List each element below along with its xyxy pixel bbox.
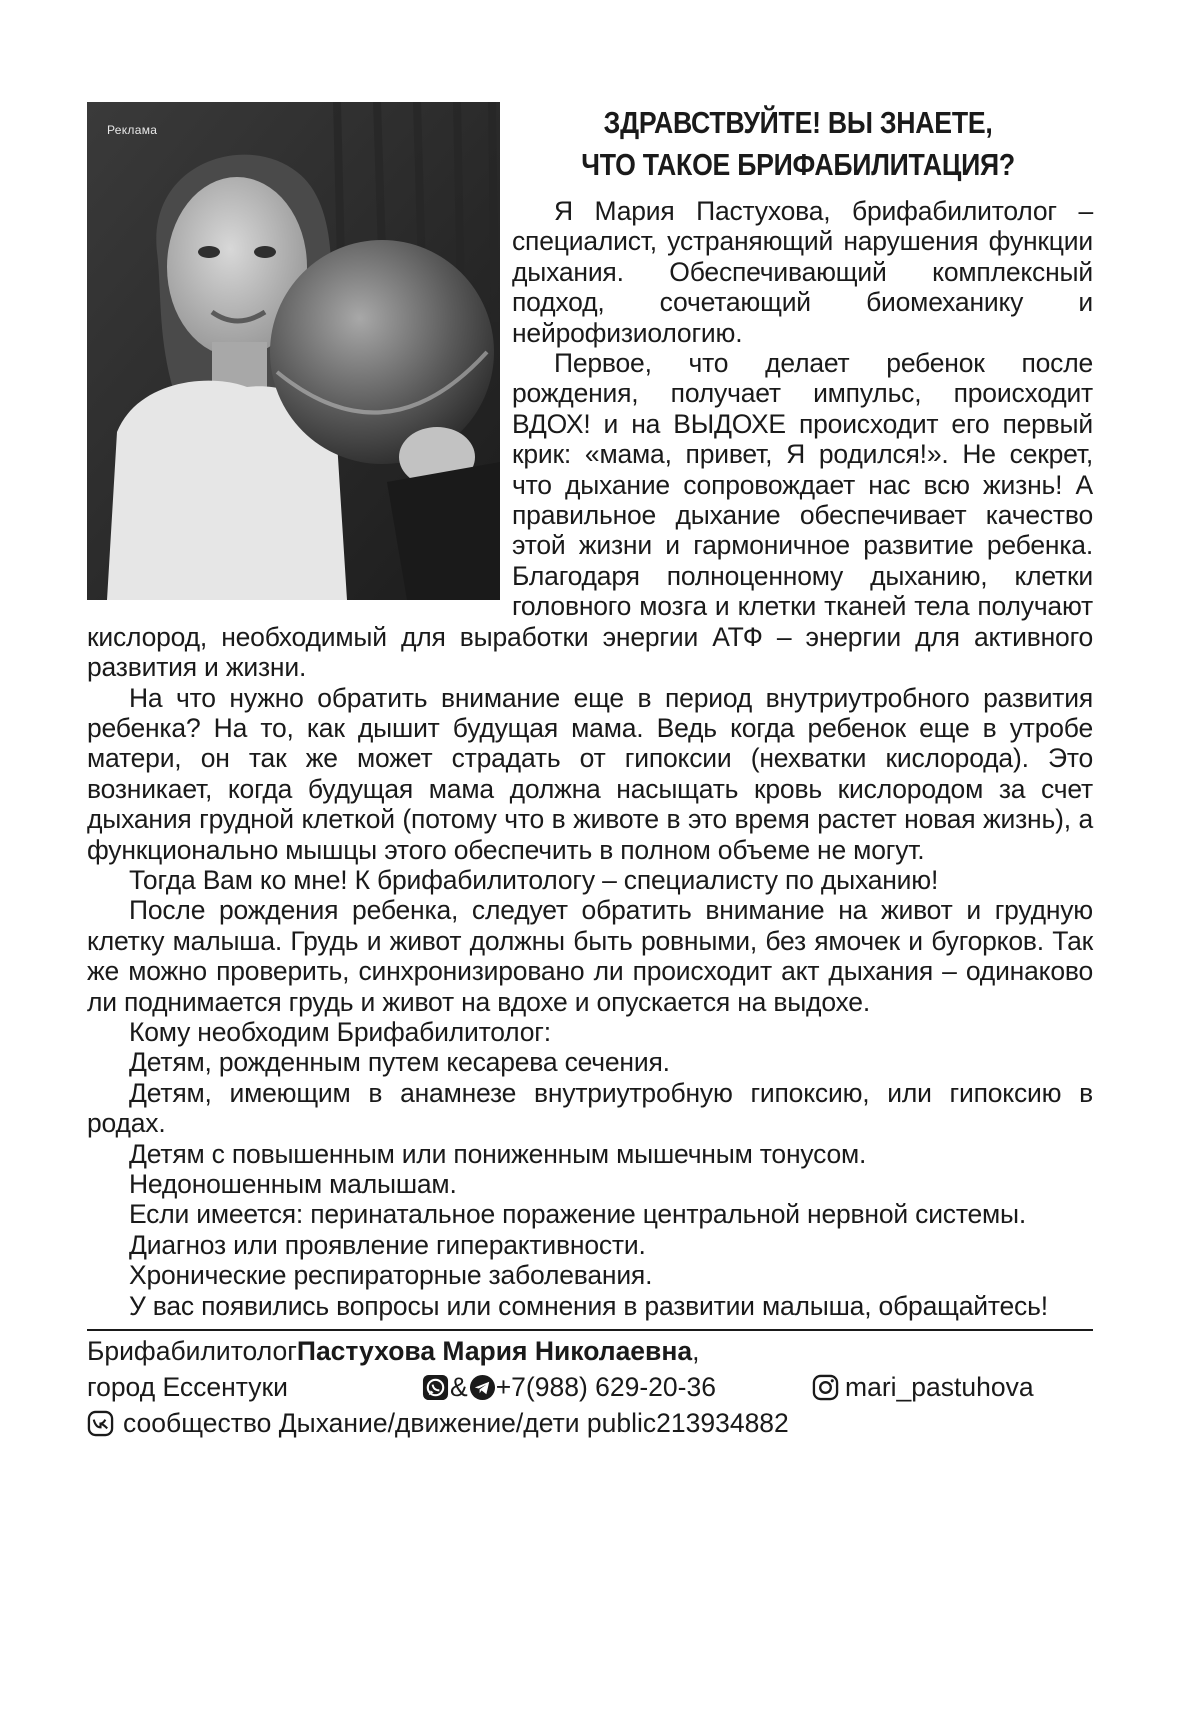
list-heading: Кому необходим Брифабилитолог: — [129, 1016, 551, 1047]
specialist-comma: , — [692, 1336, 700, 1367]
list-item: Хронические респираторные заболевания. — [129, 1260, 653, 1291]
list-item: Если имеется: перинатальное поражение центральной нервной системы. — [129, 1199, 1027, 1230]
specialist-line — [87, 1333, 1093, 1369]
whatsapp-icon[interactable] — [422, 1374, 449, 1401]
contact-footer — [87, 1333, 1093, 1441]
list-item: Диагноз или проявление гиперактивности. — [129, 1229, 646, 1260]
phone-block[interactable] — [422, 1369, 812, 1405]
phone-number[interactable]: +7(988) 629-20-36 — [495, 1372, 716, 1403]
specialist-name: Пастухова Мария Николаевна — [296, 1336, 693, 1367]
paragraph: Тогда Вам ко мне! К брифабилитологу – специалисту по дыханию! — [129, 864, 939, 895]
divider — [87, 1329, 1093, 1331]
vk-icon[interactable] — [87, 1410, 114, 1437]
headline — [183, 102, 1048, 186]
paragraph: После рождения ребенка, следует обратить внимание на живот и грудную клетку малыша. Грудь и живот должны быть ровными, без ямочек и бугорков. Так же можно проверить, синхронизировано ли происходит акт дыхания – одинаково ли поднимается грудь и живот на вдохе и опускается на выдохе. — [87, 895, 1093, 1017]
paragraph: Первое, что делает ребенок после рождения, получает импульс, происходит ВДОХ! и на ВЫДОХЕ происходит его первый крик: «мама, привет, Я родился!». Не секрет, что дыхание сопровождает нас всю жизнь! А правильное дыхание обеспечивает качество этой жизни и гармоничное развитие ребенка. Благодаря полноценному дыханию, клетки головного мозга и клетки тканей тела получают кислород, необходимый для выработки энергии АТФ – энергии для активного развития и жизни. — [87, 348, 1093, 683]
vk-community[interactable]: сообщество Дыхание/движение/дети public213934882 — [123, 1408, 789, 1439]
ad-page — [87, 102, 1093, 1441]
telegram-icon[interactable] — [469, 1374, 496, 1401]
closing-paragraph: У вас появились вопросы или сомнения в развитии малыша, обращайтесь! — [129, 1290, 1048, 1321]
headline-line-2: ЧТО ТАКОЕ БРИФАБИЛИТАЦИЯ? — [581, 147, 1015, 182]
list-item: Детям, рожденным путем кесарева сечения. — [129, 1047, 670, 1078]
paragraph: На что нужно обратить внимание еще в период внутриутробного развития ребенка? На то, как дышит будущая мама. Ведь когда ребенок еще в утробе матери, он так же может страдать от гипоксии (нехватки кислорода). Это возникает, когда будущая мама должна насыщать кровь кислородом за счет дыхания грудной клеткой (потому что в животе в это время растет новая жизнь), а функционально мышцы этого обеспечить в полном объеме не могут. — [87, 682, 1093, 865]
instagram-block[interactable] — [812, 1369, 1034, 1405]
ampersand: & — [450, 1372, 468, 1403]
ad-label: Реклама — [107, 123, 158, 137]
list-item: Детям, имеющим в анамнезе внутриутробную гипоксию, или гипоксию в родах. — [87, 1077, 1093, 1139]
contacts-line — [87, 1369, 1093, 1405]
instagram-icon[interactable] — [812, 1374, 839, 1401]
headline-line-1: ЗДРАВСТВУЙТЕ! ВЫ ЗНАЕТЕ, — [603, 105, 993, 140]
specialist-title: Брифабилитолог — [87, 1336, 297, 1367]
paragraph: Я Мария Пастухова, брифабилитолог – специалист, устраняющий нарушения функции дыхания. Обеспечивающий комплексный подход, сочетающий биомеханику и нейрофизиологию. — [512, 196, 1093, 348]
list-item: Детям с повышенным или пониженным мышечным тонусом. — [129, 1138, 867, 1169]
instagram-handle[interactable]: mari_pastuhova — [845, 1372, 1034, 1403]
list-item: Недоношенным малышам. — [129, 1169, 457, 1199]
vk-line[interactable] — [87, 1405, 1093, 1441]
city: город Ессентуки — [87, 1372, 288, 1403]
